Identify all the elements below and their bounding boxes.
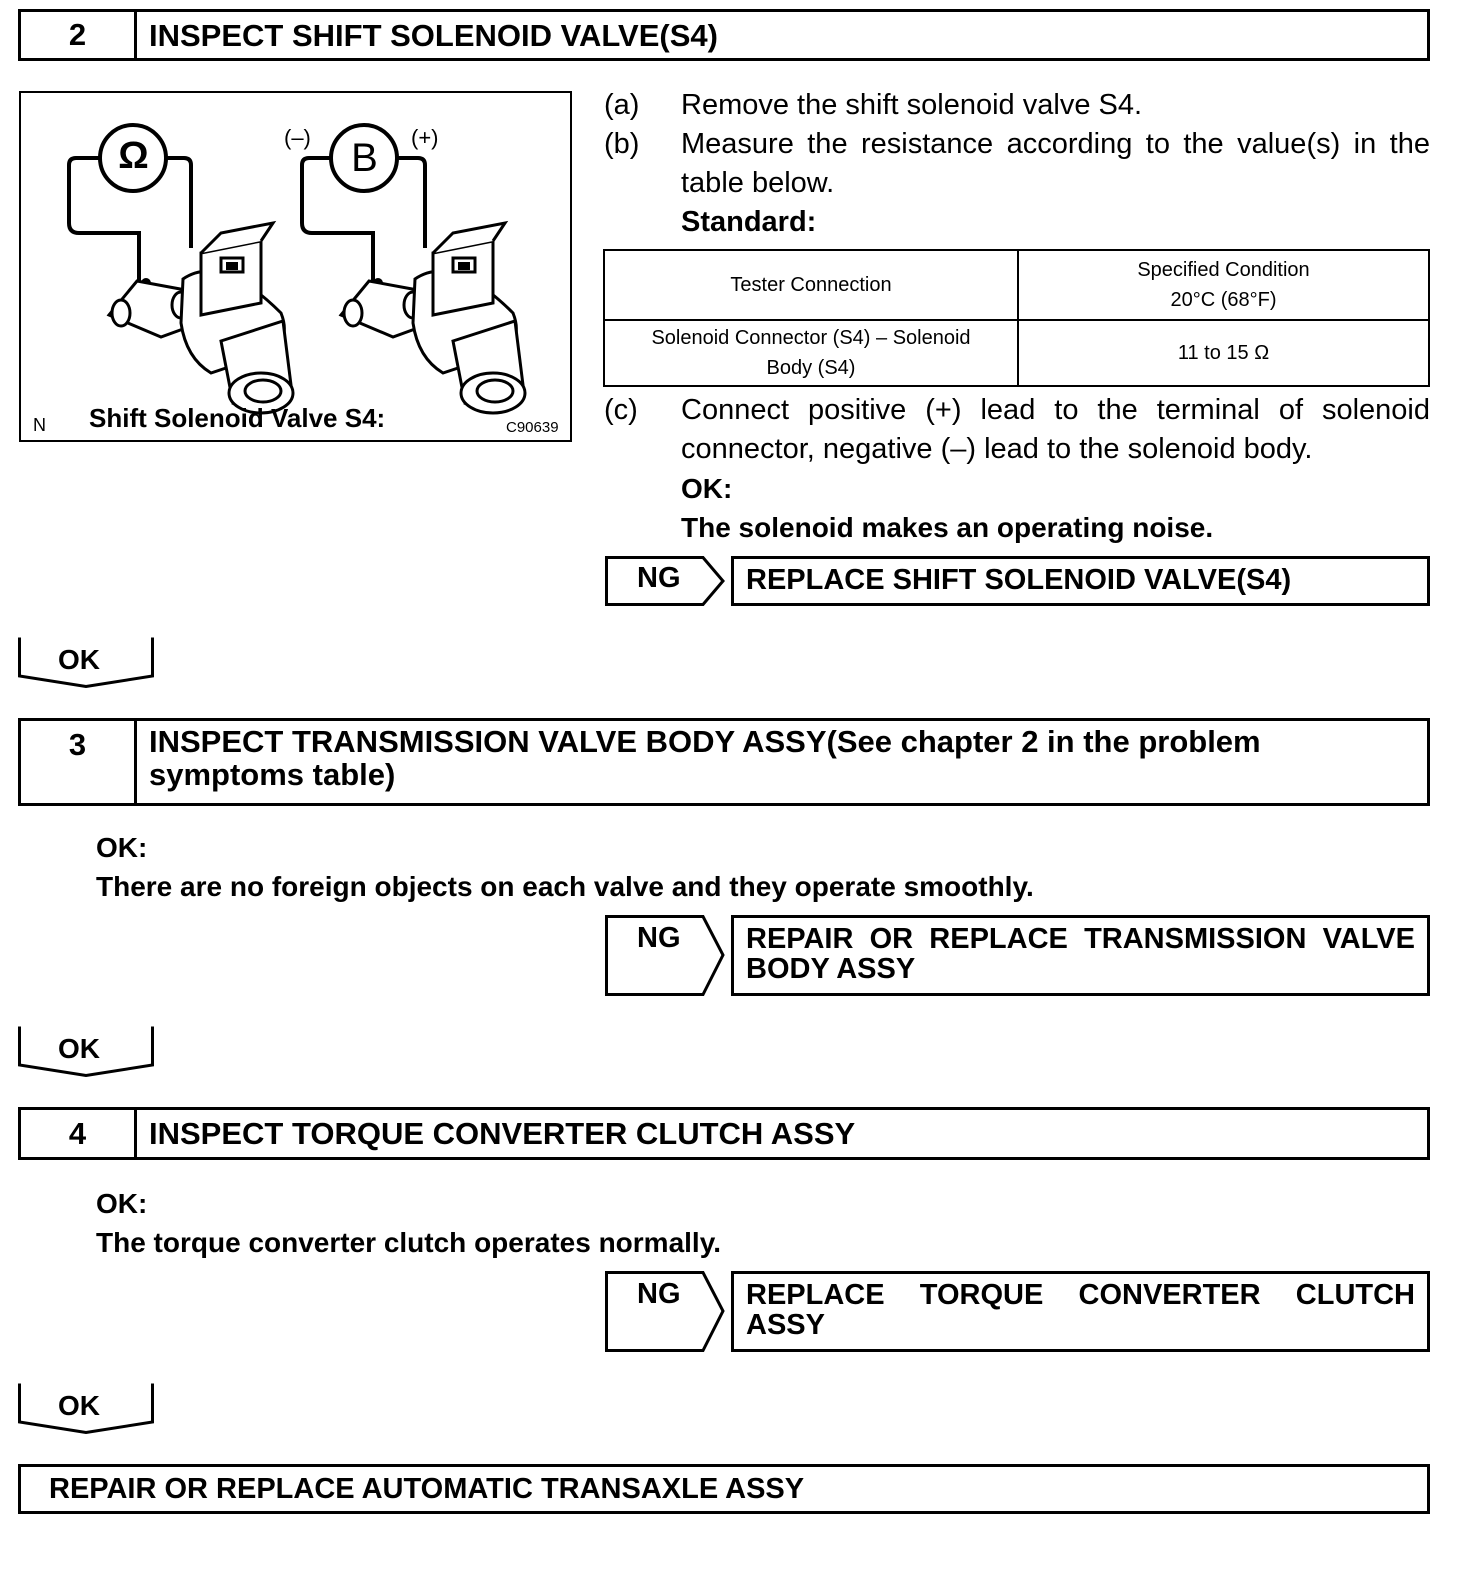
battery-symbol: B <box>351 136 378 180</box>
minus-label: (–) <box>284 125 311 150</box>
step-4-header <box>18 1107 1430 1160</box>
ng-label: NG <box>637 562 681 594</box>
step-3-header <box>18 718 1430 806</box>
step-number: 2 <box>21 12 137 58</box>
ok-label: OK <box>58 1033 100 1064</box>
ng-label: NG <box>637 922 681 954</box>
figure-corner-label: N <box>33 415 46 435</box>
step-3-ok-text: There are no foreign objects on each valve and they operate smoothly. <box>96 871 1034 902</box>
step-4-ok-label: OK: <box>96 1188 148 1219</box>
table-row <box>604 320 1429 386</box>
step-title: INSPECT TRANSMISSION VALVE BODY ASSY(See chapter 2 in the problem symptoms table) <box>149 724 1261 792</box>
standard-table <box>603 249 1430 387</box>
step-number: 4 <box>21 1110 137 1157</box>
step-2-ok-text: The solenoid makes an operating noise. <box>681 512 1214 543</box>
step-3-ng-arrow[interactable] <box>605 915 725 996</box>
step-number: 3 <box>21 721 137 803</box>
table-cell: Solenoid Connector (S4) – Solenoid Body (S4) <box>604 320 1018 386</box>
step-2-ok-label: OK: <box>681 473 733 504</box>
instruction-text: Connect positive (+) lead to the terminal of solenoid connector, negative (–) lead to the solenoid body. <box>681 394 1430 465</box>
table-cell: 11 to 15 Ω <box>1018 320 1429 386</box>
instruction-a <box>604 86 1430 125</box>
step-3-ng-action: REPAIR OR REPLACE TRANSMISSION VALVE BODY ASSY <box>731 915 1430 996</box>
ok-label: OK <box>58 644 100 675</box>
condition-temperature: 20°C (68°F) <box>1170 289 1277 311</box>
ng-label: NG <box>637 1278 681 1310</box>
step-2-ng-action: REPLACE SHIFT SOLENOID VALVE(S4) <box>731 556 1430 606</box>
table-header-row <box>604 250 1429 320</box>
step-4-ok-text: The torque converter clutch operates normally. <box>96 1227 721 1258</box>
instruction-label: (c) <box>604 394 638 426</box>
ok-arrow-2[interactable] <box>18 1025 154 1077</box>
final-action: REPAIR OR REPLACE AUTOMATIC TRANSAXLE ASSY <box>18 1464 1430 1514</box>
ok-label: OK <box>58 1390 100 1421</box>
plus-label: (+) <box>411 125 439 150</box>
figure-caption: Shift Solenoid Valve S4: <box>89 403 386 433</box>
ok-arrow-1[interactable] <box>18 636 154 688</box>
solenoid-figure <box>19 91 572 442</box>
step-title: INSPECT TORQUE CONVERTER CLUTCH ASSY <box>149 1116 856 1151</box>
step-3-ok-label: OK: <box>96 832 148 863</box>
instruction-b <box>604 125 1430 203</box>
condition-header: Specified Condition <box>1137 259 1310 281</box>
table-header-cell: Tester Connection <box>604 250 1018 320</box>
step-4-ng-arrow[interactable] <box>605 1271 725 1352</box>
ok-arrow-3[interactable] <box>18 1382 154 1434</box>
step-4-ng-action: REPLACE TORQUE CONVERTER CLUTCH ASSY <box>731 1271 1430 1352</box>
table-header-cell <box>1018 250 1429 320</box>
step-2-header <box>18 9 1430 61</box>
step-title: INSPECT SHIFT SOLENOID VALVE(S4) <box>149 17 718 53</box>
instruction-label: (a) <box>604 89 640 121</box>
step-2-ng-arrow[interactable] <box>605 556 725 606</box>
instruction-text: Measure the resistance according to the value(s) in the table below. <box>681 128 1430 199</box>
instruction-label: (b) <box>604 128 640 160</box>
ohm-symbol: Ω <box>118 135 149 177</box>
standard-label: Standard: <box>681 206 817 238</box>
figure-id: C90639 <box>506 419 559 436</box>
instruction-text: Remove the shift solenoid valve S4. <box>681 89 1143 121</box>
instruction-c <box>604 391 1430 469</box>
